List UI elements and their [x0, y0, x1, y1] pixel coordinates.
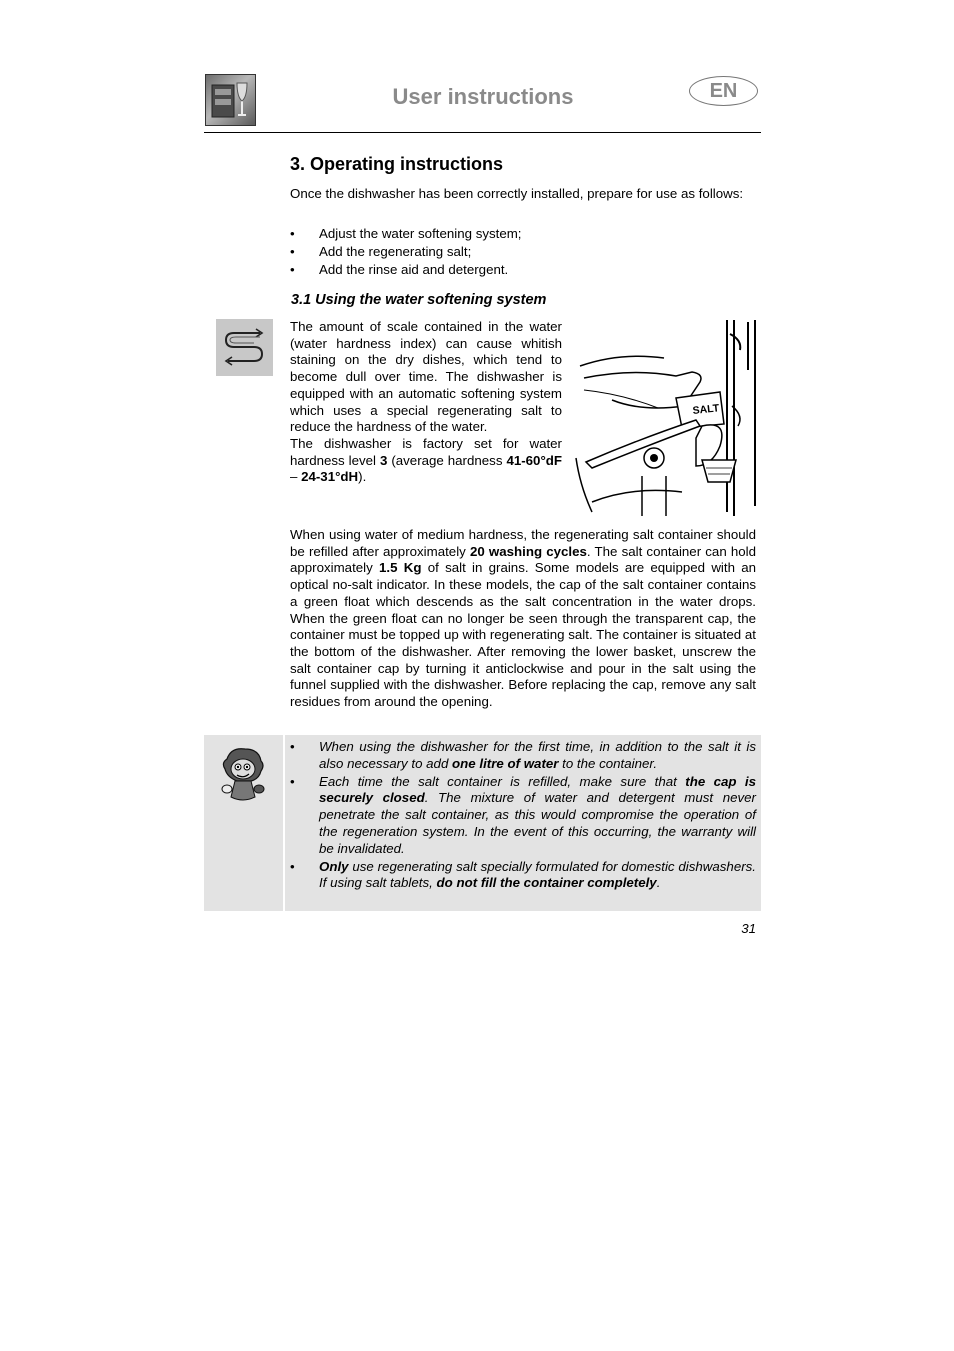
- softening-description: [290, 319, 562, 486]
- subsection-title: 3.1 Using the water softening system: [291, 292, 547, 308]
- text-span: . The mixture of water and detergent must never penetrate the salt container, as this would compromise the operation of the regeneration system. In the event of this occurring, the warranty will be invalidated.: [319, 790, 756, 856]
- hardness-level: 3: [379, 452, 388, 468]
- mascot-icon: [217, 745, 269, 803]
- emphasis: do not fill the container completely: [436, 875, 657, 891]
- factory-setting-paragraph: [290, 436, 562, 486]
- notes-list: [290, 739, 756, 893]
- hardness-dh: 24-31°dH: [301, 469, 359, 485]
- dishwasher-logo-icon: [205, 74, 256, 126]
- hardness-paragraph: The amount of scale contained in the water (water hardness index) can cause whitish staining on the dry dishes, which tend to become dull over time. The dishwasher is equipped with an automatic softening system which uses a special regenerating salt to reduce the hardness of the water.: [290, 319, 562, 435]
- list-item: • Add the regenerating salt;: [290, 243, 756, 261]
- softener-icon: [216, 319, 273, 376]
- hardness-df: 41-60°dF: [506, 452, 563, 468]
- page-number: 31: [741, 921, 756, 936]
- list-item: • Adjust the water softening system;: [290, 225, 756, 243]
- text-span: to the container.: [558, 755, 658, 771]
- preparation-list: [290, 225, 756, 279]
- text-span: Each time the salt container is refilled, make sure that: [319, 773, 686, 789]
- header-divider: [204, 132, 761, 133]
- emphasis: one litre of water: [452, 755, 559, 771]
- text-span: ).: [358, 469, 367, 485]
- text-span: of salt in grains. Some models are equipped with an optical no-salt indicator. In these models, the cap of the salt container contains a green float which descends as the salt concentration in the water drops. When the green float can no longer be seen through the transparent cap, the container must be topped up with regenerating salt. The container is situated at the bottom of the dishwasher. After removing the lower basket, unscrew the salt container cap by turning it anticlockwise and pour in the salt using the funnel supplied with the dishwasher. Before replacing the cap, remove any salt residues from around the opening.: [290, 560, 757, 710]
- language-badge: EN: [689, 76, 758, 106]
- page-header-title: User instructions: [392, 84, 574, 109]
- list-item: • Add the rinse aid and detergent.: [290, 261, 756, 279]
- list-item: [290, 739, 756, 773]
- note-icon-panel: [204, 735, 283, 911]
- emphasis: the cap is securely closed: [319, 773, 756, 806]
- salt-pack-label: SALT: [692, 402, 720, 417]
- list-item: [290, 859, 756, 893]
- text-span: –: [290, 469, 302, 485]
- text-span: . The salt container can hold approximately: [290, 543, 757, 576]
- text-span: .: [656, 875, 661, 891]
- intro-paragraph: Once the dishwasher has been correctly installed, prepare for use as follows:: [290, 186, 744, 201]
- text-span: The dishwasher is factory set for water hardness level: [290, 435, 562, 468]
- emphasis: Only: [319, 858, 349, 874]
- text-span: use regenerating salt specially formulated for domestic dishwashers. If using salt tablets,: [319, 858, 756, 891]
- list-item: [290, 774, 756, 858]
- text-span: (average hardness: [387, 452, 507, 468]
- washing-cycles-value: 20 washing cycles: [469, 543, 587, 559]
- text-span: When using the dishwasher for the first time, in addition to the salt it is also necessary to add: [319, 739, 756, 771]
- salt-capacity-value: 1.5 Kg: [379, 560, 422, 576]
- section-title: 3. Operating instructions: [290, 154, 504, 174]
- salt-refill-paragraph: [290, 527, 756, 711]
- text-span: When using water of medium hardness, the regenerating salt container should be refilled after approximately: [290, 527, 756, 559]
- salt-filling-illustration: [572, 316, 758, 520]
